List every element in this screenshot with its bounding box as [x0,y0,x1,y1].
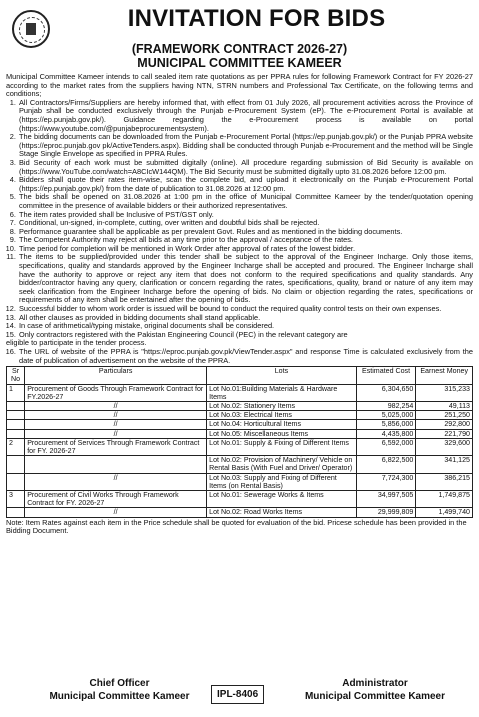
cell-cost: 982,254 [356,402,416,411]
cell-earnest: 386,215 [416,473,473,490]
cell-sr: 3 [7,491,25,508]
cell-lot: Lot No.01:Building Materials & Hardware Items [207,384,357,401]
header-banner [6,4,473,34]
cell-particulars: // [25,411,207,420]
page-title: INVITATION FOR BIDS [127,5,386,32]
cell-lot: Lot No.04: Horticultural Items [207,420,357,429]
cell-particulars: // [25,508,207,517]
terms-list [6,99,473,340]
term-item: 16. The URL of website of the PPRA is "https://eproc.punjab.gov.pk/ViewTender.aspx" and response Time is calculated exclusively from the date of publication of advertisement on the website of the PPRA. [18,348,473,365]
cell-earnest: 341,125 [416,456,473,473]
table-row [7,508,473,517]
price-schedule-note: Note: Item Rates against each item in the Price schedule shall be quoted for evaluation of the bid. Pricese schedule has been provided in the Bidding Document. [6,517,467,536]
term-item: 9. The Competent Authority may reject all bids at any time prior to the approval / acceptance of the rates. [18,236,473,245]
cell-sr [7,508,25,517]
cell-sr [7,411,25,420]
table-row [7,402,473,411]
term-item: 8. Performance guarantee shall be applicable as per prevalent Govt. Rules and as mentioned in the bidding documents. [18,228,473,237]
cell-cost: 6,592,000 [356,438,416,455]
term-item: 14. In case of arithmetical/typing mistake, original documents shall be considered. [18,322,473,331]
signatory-right [285,677,465,703]
cell-cost: 29,999,809 [356,508,416,517]
cell-cost: 6,822,500 [356,456,416,473]
cell-earnest: 329,600 [416,438,473,455]
term-item: 4. Bidders shall quote their rates item-wise, scan the complete bid, and upload it electronically on the Punjab e-Procurement Portal (https://ep.punjab.gov.pk/) from the date of publication to 31.08.2026 at 12:00 pm. [18,176,473,193]
term-item: 13. All other clauses as provided in bidding documents shall stand applicable. [18,314,473,323]
term-item: 11. The items to be supplied/provided under this tender shall be subject to the approval of the Engineer Incharge. Only those items, specifications, quality and standards approved by the Engineer Incharge shall be accepted and procured. The Engineer Incharge shall have the authority to approve or reject any item that does not conform to the required specifications and quality standards. Any bidder/contractor having any query, clarification or concern regarding the rates, specifications, quality, brand or nature of any item may seek clarification from the Engineer Incharge before the opening of bids. No claim or objection regarding the rates, specifications or requirements of any item shall be entertained after the opening of bids. [18,253,473,305]
term-item: 2. The bidding documents can be downloaded from the Punjab e-Procurement Portal (https://ep.punjab.gov.pk/) or the Punjab PPRA website (https://eproc.punjab.gov pk/ActiveTenders.aspx). Bidding shall be conducted through Punjab e-Procurement and the method will be Single Stage Single Envelope as specified in PPRA Rules. [18,133,473,159]
cell-sr [7,402,25,411]
cell-lot: Lot No.02: Provision of Machinery/ Vehicle on Rental Basis (With Fuel and Driver/ Operator) [207,456,357,473]
header-earnest-money: Earnest Money [416,367,473,384]
cell-earnest: 315,233 [416,384,473,401]
header-estimated-cost: Estimated Cost [356,367,416,384]
table-row [7,456,473,473]
table-row [7,429,473,438]
cell-sr [7,429,25,438]
cell-earnest: 1,749,875 [416,491,473,508]
table-row [7,420,473,429]
table-row [7,438,473,455]
table-row [7,411,473,420]
ipl-number: IPL-8406 [211,685,264,704]
term-item: 3. Bid Security of each work must be submitted digitally (online). All procedure regarding submission of Bid Security is available on (https://www.YouTube.com/watch=A8CIcW144QM). The Bid Security must be submitted digitally upto 31.08.2026 before 12:00 pm. [18,159,473,176]
cell-particulars: // [25,420,207,429]
header-particulars: Particulars [25,367,207,384]
organization-name: MUNICIPAL COMMITTEE KAMEER [137,56,342,70]
cell-sr [7,456,25,473]
cell-lot: Lot No.02: Road Works Items [207,508,357,517]
table-row [7,473,473,490]
cell-lot: Lot No.01: Sewerage Works & Items [207,491,357,508]
cell-earnest: 49,113 [416,402,473,411]
cell-particulars: Procurement of Goods Through Framework Contract for FY.2026-27 [25,384,207,401]
cell-lot: Lot No.05: Miscellaneous Items [207,429,357,438]
contract-subtitle: (FRAMEWORK CONTRACT 2026-27) [131,42,348,56]
header-sr: Sr No [7,367,25,384]
term-item: 1. All Contractors/Firms/Suppliers are hereby informed that, with effect from 01 July 2026, all procurement activities across the Province of Punjab shall be conducted exclusively through the Punjab e-Procurement System (eP). The e-Procurement Portal is available at (https://ep.punjab.gov.pk/). Guidance regarding the e-Procurement process is available on portal (https://www.youtube.com/@punjabeprocurementsystem). [18,99,473,133]
header-lots: Lots [207,367,357,384]
term-item: 10. Time period for completion will be mentioned in Work Order after approval of rates of the lowest bidder. [18,245,473,254]
cell-lot: Lot No.01: Supply & Fixing of Different Items [207,438,357,455]
cell-earnest: 1,499,740 [416,508,473,517]
cell-sr: 2 [7,438,25,455]
term-item: 12. Successful bidder to whom work order is issued will be bound to conduct the required quality control tests on their own expenses. [18,305,473,314]
cell-earnest: 221,790 [416,429,473,438]
table-header-row [7,367,473,384]
eligibility-line: eligible to participate in the tender process. [6,338,147,348]
cell-cost: 5,856,000 [356,420,416,429]
cell-earnest: 292,800 [416,420,473,429]
cell-cost: 6,304,650 [356,384,416,401]
signature-footer [0,677,479,715]
cell-particulars: // [25,473,207,490]
cell-particulars: Procurement of Civil Works Through Framework Contract for FY. 2026-27 [25,491,207,508]
cell-particulars: // [25,402,207,411]
table-row [7,384,473,401]
cell-sr: 1 [7,384,25,401]
terms-list-continued [6,348,473,365]
cell-cost: 34,997,505 [356,491,416,508]
cell-particulars [25,456,207,473]
cell-cost: 4,435,800 [356,429,416,438]
municipal-seal-icon [12,10,50,48]
lots-table [6,366,473,517]
signatory-right-org: Municipal Committee Kameer [304,691,446,702]
cell-sr [7,473,25,490]
cell-lot: Lot No.03: Electrical Items [207,411,357,420]
cell-particulars: Procurement of Services Through Framework Contract for FY. 2026-27 [25,438,207,455]
cell-earnest: 251,250 [416,411,473,420]
cell-particulars: // [25,429,207,438]
cell-lot: Lot No.02: Stationery Items [207,402,357,411]
signatory-left-org: Municipal Committee Kameer [49,691,190,702]
term-item: 6. The item rates provided shall be Inclusive of PST/GST only. [18,211,473,220]
cell-sr [7,420,25,429]
cell-lot: Lot No.03: Supply and Fixing of Different Items (on Rental Basis) [207,473,357,490]
term-item: 15. Only contractors registered with the Pakistan Engineering Council (PEC) in the relevant category are [18,331,473,340]
cell-cost: 5,025,000 [356,411,416,420]
signatory-right-title: Administrator [342,678,408,689]
intro-paragraph: Municipal Committee Kameer intends to call sealed item rate quotations as per PPRA rules for following Framework Contract for FY 2026-27 according to the market rates from the suppliers having NTN, STRN numbers and Professional Tax Certificate, on the following terms and conditions; [6,72,473,99]
term-item: 5. The bids shall be opened on 31.08.2026 at 1:00 pm in the office of Municipal Committee Kameer by the tender/quotation opening committee in the presence of available bidders or their authorized representatives. [18,193,473,210]
cell-cost: 7,724,300 [356,473,416,490]
table-row [7,491,473,508]
signatory-left [32,677,207,703]
signatory-left-title: Chief Officer [89,678,150,689]
term-item: 7. Conditional, un-signed, in-complete, cutting, over written and doubtful bids shall be rejected. [18,219,473,228]
